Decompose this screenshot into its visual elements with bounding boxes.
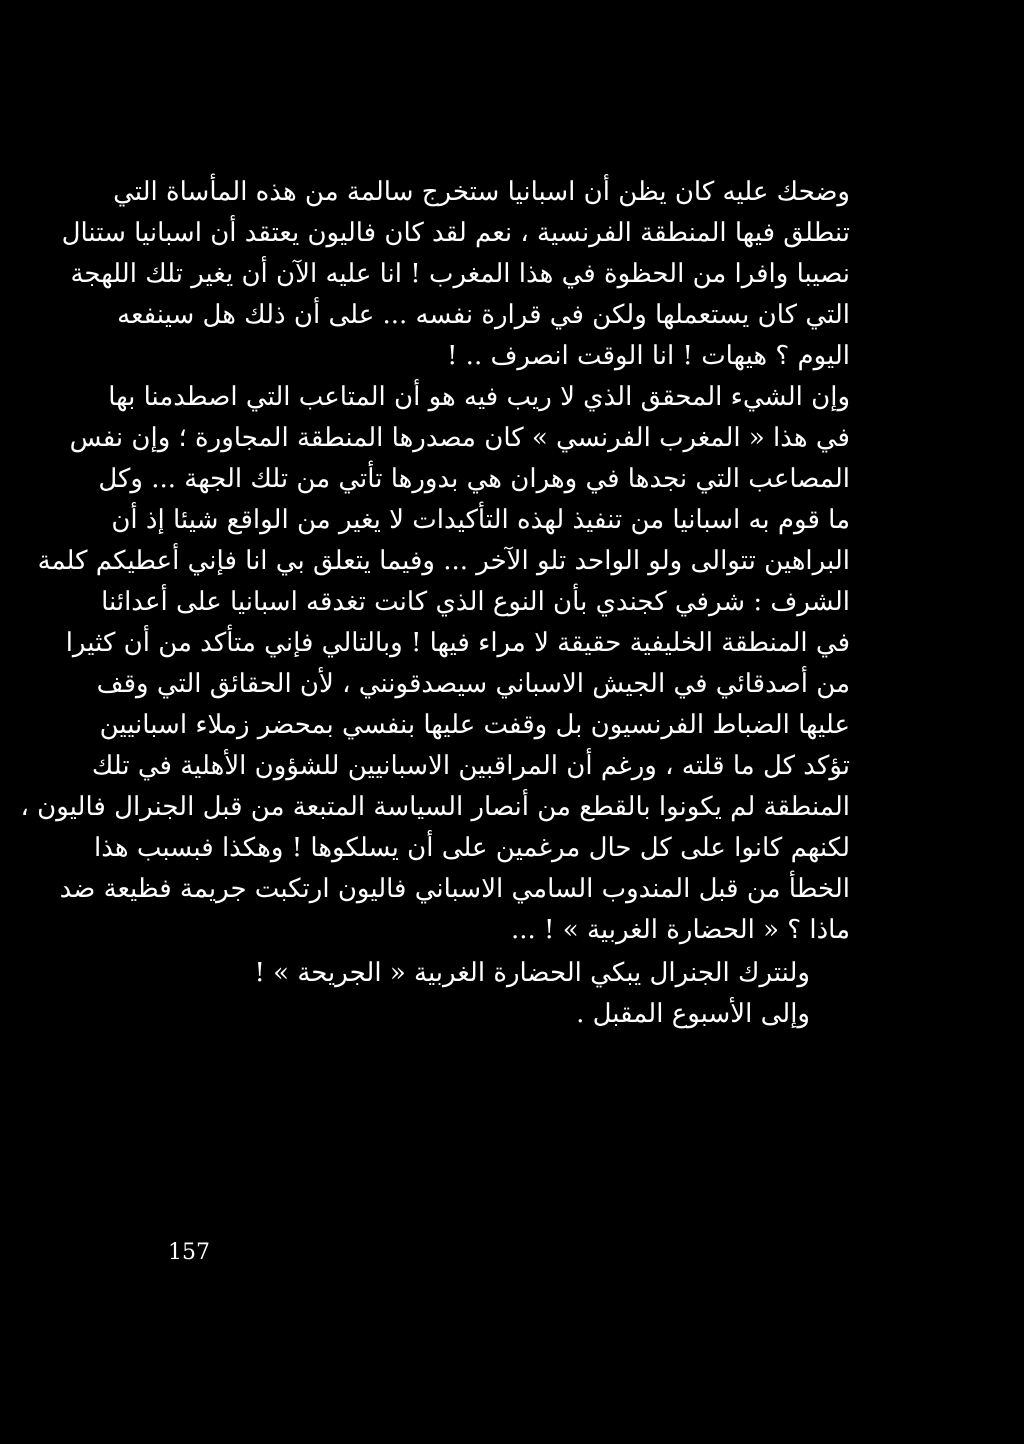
text-line: ولنترك الجنرال يبكي الحضارة الغربية « الجريحة » !	[254, 958, 810, 988]
paragraph-2	[20, 377, 850, 951]
text-line: تنطلق فيها المنطقة الفرنسية ، نعم لقد كان فاليون يعتقد أن اسبانيا ستنال	[61, 218, 850, 248]
text-line: ماذا ؟ « الحضارة الغربية » ! ...	[511, 915, 850, 945]
text-line: عليها الضباط الفرنسيون بل وقفت عليها بنفسي بمحضر زملاء اسبانيين	[99, 710, 850, 740]
text-line: الخطأ من قبل المندوب السامي الاسباني فاليون ارتكبت جريمة فظيعة ضد	[59, 874, 850, 904]
text-line: البراهين تتوالى ولو الواحد تلو الآخر ... وفيما يتعلق بي انا فإني أعطيكم كلمة	[37, 546, 850, 576]
text-line: اليوم ؟ هيهات ! انا الوقت انصرف .. !	[446, 341, 850, 371]
text-line: وضحك عليه كان يظن أن اسبانيا ستخرج سالمة من هذه المأساة التي	[113, 177, 850, 207]
text-line: وإلى الأسبوع المقبل .	[576, 999, 810, 1029]
text-line: المصاعب التي نجدها في وهران هي بدورها تأتي من تلك الجهة ... وكل	[98, 464, 850, 494]
text-line: تؤكد كل ما قلته ، ورغم أن المراقبين الاسبانيين للشؤون الأهلية في تلك	[91, 751, 850, 781]
text-line: في المنطقة الخليفية حقيقة لا مراء فيها ! وبالتالي فإني متأكد من أن كثيرا	[65, 628, 850, 658]
text-line: نصيبا وافرا من الحظوة في هذا المغرب ! انا عليه الآن أن يغير تلك اللهجة	[70, 259, 850, 289]
text-line: ما قوم به اسبانيا من تنفيذ لهذه التأكيدات لا يغير من الواقع شيئا إذ أن	[111, 505, 850, 535]
text-line: وإن الشيء المحقق الذي لا ريب فيه هو أن المتاعب التي اصطدمنا بها	[108, 382, 850, 412]
text-line: في هذا « المغرب الفرنسي » كان مصدرها المنطقة المجاورة ؛ وإن نفس	[69, 423, 850, 453]
text-line: المنطقة لم يكونوا بالقطع من أنصار السياسة المتبعة من قبل الجنرال فاليون ،	[20, 792, 850, 822]
text-line: لكنهم كانوا على كل حال مرغمين على أن يسلكوها ! وهكذا فبسبب هذا	[93, 833, 850, 863]
paragraph-3	[160, 953, 850, 1035]
text-line: التي كان يستعملها ولكن في قرارة نفسه ... على أن ذلك هل سينفعه	[117, 300, 850, 330]
text-line: من أصدقائي في الجيش الاسباني سيصدقونني ، لأن الحقائق التي وقف	[96, 669, 850, 699]
text-line: الشرف : شرفي كجندي بأن النوع الذي كانت تغدقه اسبانيا على أعدائنا	[101, 587, 850, 617]
page-number: 157	[168, 1240, 210, 1265]
paragraph-1	[61, 172, 850, 377]
